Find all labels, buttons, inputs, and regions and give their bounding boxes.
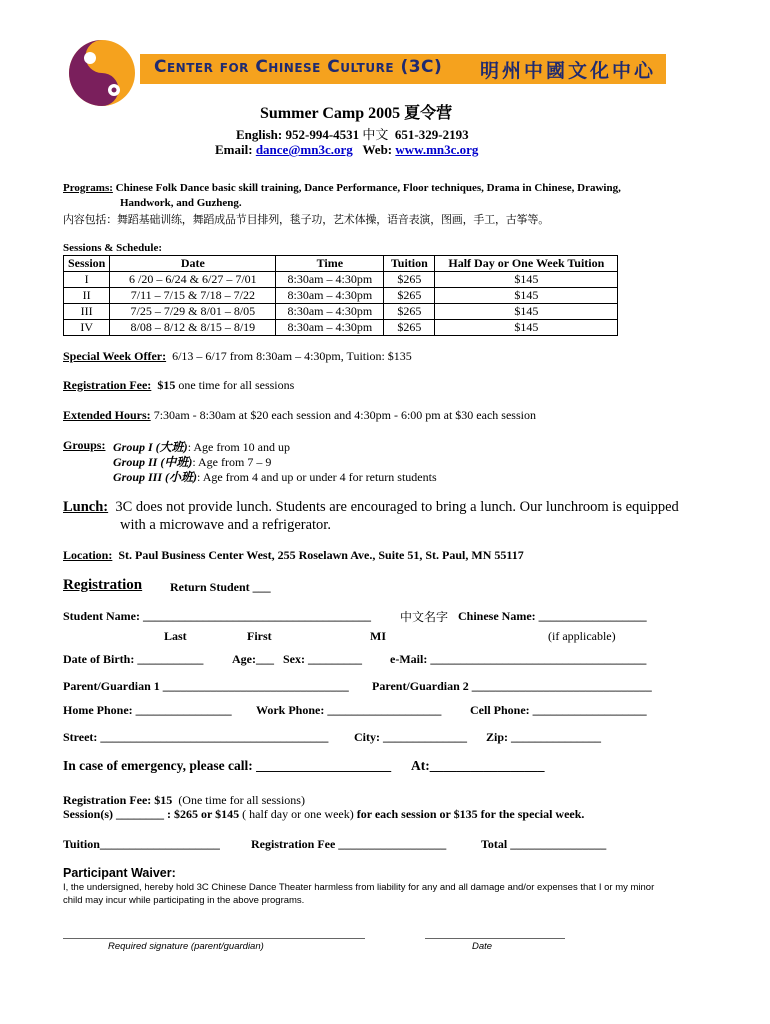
emergency-at-field[interactable]: At:_________________ <box>411 758 545 773</box>
email-link[interactable]: dance@mn3c.org <box>255 142 353 157</box>
cell: II <box>64 288 110 304</box>
schedule-table <box>63 255 618 336</box>
programs-label: Programs: <box>63 182 113 194</box>
cell: 8:30am – 4:30pm <box>276 320 384 336</box>
cell: 8:30am – 4:30pm <box>276 288 384 304</box>
fees-session-note: ( half day or one week) <box>242 807 354 821</box>
mi-label: MI <box>370 629 386 643</box>
3c-logo-icon <box>66 38 138 108</box>
email-label: Email: <box>215 142 253 157</box>
cell: 8/08 – 8/12 & 8/15 – 8/19 <box>110 320 276 336</box>
table-row <box>64 304 618 320</box>
email-field[interactable]: e-Mail: ____________________________________ <box>390 652 647 666</box>
registration-fee-field[interactable]: Registration Fee __________________ <box>251 837 447 851</box>
group-item <box>113 468 437 485</box>
fees-session-line <box>63 807 584 822</box>
cell: $145 <box>435 272 618 288</box>
home-phone-field[interactable]: Home Phone: ________________ <box>63 703 232 717</box>
fees-reg-label: Registration Fee: $15 <box>63 793 173 807</box>
lunch-line1: 3C does not provide lunch. Students are encouraged to bring a lunch. Our lunchroom is equipped <box>115 499 679 515</box>
fees-session-label[interactable]: Session(s) ________ : $265 or $145 <box>63 807 240 821</box>
tuition-field[interactable]: Tuition____________________ <box>63 837 220 851</box>
page-title <box>260 100 452 123</box>
location <box>63 548 524 563</box>
cell: I <box>64 272 110 288</box>
table-row <box>64 320 618 336</box>
total-field[interactable]: Total ________________ <box>481 837 607 851</box>
col-tuition: Tuition <box>384 256 435 272</box>
location-label: Location: <box>63 548 113 562</box>
table-header-row <box>64 256 618 272</box>
title-text: Summer Camp 2005 <box>260 105 401 122</box>
phone-line <box>236 124 469 143</box>
lunch-line2: with a microwave and a refrigerator. <box>120 517 331 533</box>
cell: $145 <box>435 320 618 336</box>
group-name: Group I (大班) <box>113 440 188 454</box>
cell: $145 <box>435 304 618 320</box>
waiver-line2: child may incur while participating in the above programs. <box>63 895 305 906</box>
waiver-heading: Participant Waiver: <box>63 866 176 880</box>
header-banner <box>140 54 666 84</box>
location-text: St. Paul Business Center West, 255 Roselawn Ave., Suite 51, St. Paul, MN 55117 <box>118 548 524 562</box>
reg-fee-label: Registration Fee: <box>63 378 152 392</box>
programs-line1 <box>63 182 621 194</box>
cell: 8:30am – 4:30pm <box>276 272 384 288</box>
cell-phone-field[interactable]: Cell Phone: ___________________ <box>470 703 647 717</box>
reg-fee-text: one time for all sessions <box>178 378 295 392</box>
schedule-label: Sessions & Schedule: <box>63 242 163 254</box>
programs-text-2: Handwork, and Guzheng. <box>120 197 242 209</box>
signature-line[interactable] <box>63 938 365 939</box>
chinese-name-zh: 中文名字 <box>400 610 449 624</box>
first-label: First <box>247 629 272 643</box>
chinese-name-field[interactable]: Chinese Name: __________________ <box>458 609 647 623</box>
table-row <box>64 288 618 304</box>
zip-field[interactable]: Zip: _______________ <box>486 730 602 744</box>
reg-fee-amount: $15 <box>157 378 176 392</box>
signature-label: Required signature (parent/guardian) <box>108 941 264 952</box>
web-link[interactable]: www.mn3c.org <box>395 142 479 157</box>
extended-hours <box>63 408 536 423</box>
programs-zh: 内容包括：舞蹈基础训练，舞蹈成品节目排列，毯子功，艺术体操，语音表演，图画，手工，古筝等。 <box>63 213 549 226</box>
last-label: Last <box>164 629 187 643</box>
return-student-field[interactable]: Return Student ___ <box>170 580 271 594</box>
age-field[interactable]: Age:___ <box>232 652 274 666</box>
cell: IV <box>64 320 110 336</box>
cell: $265 <box>384 304 435 320</box>
waiver-line1: I, the undersigned, hereby hold 3C Chinese Dance Theater harmless from liability for any and all damage and/or expenses that I or my minor <box>63 882 655 893</box>
cell: $265 <box>384 288 435 304</box>
student-name-field[interactable]: Student Name: ______________________________________ <box>63 609 371 623</box>
fees-reg-note: (One time for all sessions) <box>178 793 305 807</box>
col-time: Time <box>276 256 384 272</box>
org-name-zh: 明州中國文化中心 <box>479 60 656 82</box>
special-text: 6/13 – 6/17 from 8:30am – 4:30pm, Tuition: $135 <box>172 349 412 363</box>
extended-text: 7:30am - 8:30am at $20 each session and 4:30pm - 6:00 pm at $30 each session <box>153 408 536 422</box>
guardian1-field[interactable]: Parent/Guardian 1 _______________________________ <box>63 679 349 693</box>
date-line[interactable] <box>425 938 565 939</box>
web-label: Web: <box>362 142 393 157</box>
cell: 7/11 – 7/15 & 7/18 – 7/22 <box>110 288 276 304</box>
table-row <box>64 272 618 288</box>
fees-reg-line <box>63 793 305 808</box>
col-half-day: Half Day or One Week Tuition <box>435 256 618 272</box>
email-web-line <box>215 142 478 158</box>
extended-label: Extended Hours: <box>63 408 151 422</box>
cell: 6 /20 – 6/24 & 6/27 – 7/01 <box>110 272 276 288</box>
group-desc: : Age from 4 and up or under 4 for return students <box>197 470 437 484</box>
lunch <box>63 499 679 516</box>
registration-heading: Registration <box>63 577 143 593</box>
fees-session-rest: for each session or $135 for the special week. <box>356 807 585 821</box>
city-field[interactable]: City: ______________ <box>354 730 467 744</box>
emergency-field[interactable]: In case of emergency, please call: ____________________ <box>63 758 392 773</box>
dob-field[interactable]: Date of Birth: ___________ <box>63 652 204 666</box>
work-phone-field[interactable]: Work Phone: ___________________ <box>256 703 442 717</box>
group-name: Group II (中班) <box>113 455 193 469</box>
col-date: Date <box>110 256 276 272</box>
programs-text-1: Chinese Folk Dance basic skill training, Dance Performance, Floor techniques, Drama in Chinese, Drawing, <box>115 182 621 194</box>
cell: $145 <box>435 288 618 304</box>
guardian2-field[interactable]: Parent/Guardian 2 ______________________________ <box>372 679 652 693</box>
group-desc: : Age from 10 and up <box>187 440 291 454</box>
chinese-label: 中文 <box>362 128 389 143</box>
group-name: Group III (小班) <box>113 470 198 484</box>
title-zh: 夏令营 <box>404 103 453 122</box>
cell: 7/25 – 7/29 & 8/01 – 8/05 <box>110 304 276 320</box>
groups <box>63 438 105 453</box>
groups-label: Groups: <box>63 438 106 452</box>
date-label: Date <box>472 941 493 952</box>
lunch-label: Lunch: <box>63 499 109 515</box>
cell: $265 <box>384 272 435 288</box>
col-session: Session <box>64 256 110 272</box>
english-phone: English: 952-994-4531 <box>236 127 360 142</box>
org-name-en: Center for Chinese Culture (3C) <box>154 57 443 77</box>
special-offer <box>63 349 412 364</box>
registration-fee <box>63 378 294 393</box>
sex-field[interactable]: Sex: _________ <box>283 652 362 666</box>
cell: III <box>64 304 110 320</box>
if-applicable-label: (if applicable) <box>548 629 616 643</box>
chinese-phone: 651-329-2193 <box>394 127 469 142</box>
cell: $265 <box>384 320 435 336</box>
group-desc: : Age from 7 – 9 <box>192 455 272 469</box>
special-label: Special Week Offer: <box>63 349 167 363</box>
cell: 8:30am – 4:30pm <box>276 304 384 320</box>
street-field[interactable]: Street: ______________________________________ <box>63 730 329 744</box>
